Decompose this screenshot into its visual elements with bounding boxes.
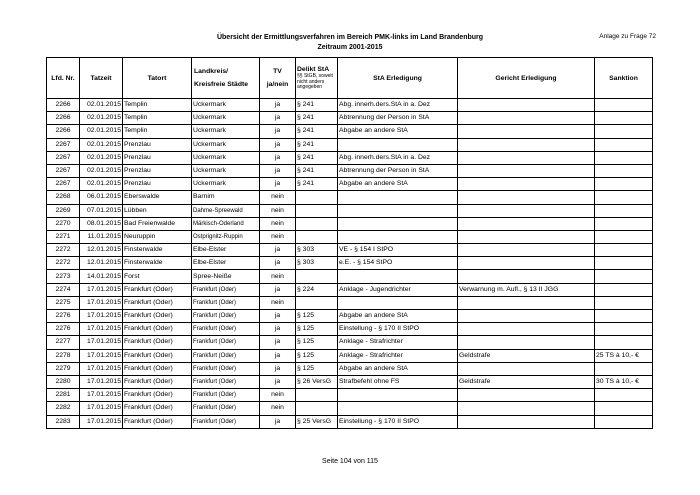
cell-lfd-nr: 2267 bbox=[47, 151, 80, 164]
cell-tv: nein bbox=[260, 217, 296, 230]
cell-tatzeit: 17.01.2015 bbox=[80, 336, 123, 349]
cell-tatort: Prenzlau bbox=[123, 164, 192, 177]
cell-delikt: § 224 bbox=[296, 283, 338, 296]
cell-sta-erledigung: Anklage - Strafrichter bbox=[338, 349, 458, 362]
cell-gericht-erledigung bbox=[458, 204, 595, 217]
cell-tv: nein bbox=[260, 230, 296, 243]
header-sta-erledigung: StA Erledigung bbox=[338, 58, 458, 99]
table-row bbox=[47, 112, 653, 125]
table-row bbox=[47, 230, 653, 243]
cell-sanktion bbox=[595, 257, 653, 270]
cell-sanktion bbox=[595, 389, 653, 402]
cell-delikt: § 241 bbox=[296, 164, 338, 177]
table-row bbox=[47, 283, 653, 296]
header-tatzeit: Tatzeit bbox=[80, 58, 123, 99]
cell-tv: ja bbox=[260, 125, 296, 138]
cell-tv: nein bbox=[260, 204, 296, 217]
cell-landkreis: Uckermark bbox=[192, 164, 260, 177]
cell-sta-erledigung: Abg. innerh.ders.StA in a. Dez bbox=[338, 151, 458, 164]
table-row bbox=[47, 244, 653, 257]
cell-delikt: § 125 bbox=[296, 323, 338, 336]
cell-sta-erledigung: Strafbefehl ohne FS bbox=[338, 375, 458, 388]
cell-sta-erledigung: Abtrennung der Person in StA bbox=[338, 164, 458, 177]
cell-tatort: Prenzlau bbox=[123, 138, 192, 151]
cell-gericht-erledigung bbox=[458, 191, 595, 204]
document-title bbox=[200, 33, 500, 53]
cell-tv: nein bbox=[260, 270, 296, 283]
cell-tv: ja bbox=[260, 164, 296, 177]
cell-sanktion bbox=[595, 217, 653, 230]
cell-sanktion: 25 TS à 10,- € bbox=[595, 349, 653, 362]
cell-tv: ja bbox=[260, 112, 296, 125]
cell-gericht-erledigung bbox=[458, 296, 595, 309]
cell-sanktion bbox=[595, 402, 653, 415]
cell-tv: ja bbox=[260, 415, 296, 428]
cell-sta-erledigung bbox=[338, 138, 458, 151]
cell-landkreis: Uckermark bbox=[192, 178, 260, 191]
table-row bbox=[47, 336, 653, 349]
table-row bbox=[47, 375, 653, 388]
cell-tv: ja bbox=[260, 336, 296, 349]
cell-delikt: § 125 bbox=[296, 362, 338, 375]
cell-delikt: § 25 VersG bbox=[296, 415, 338, 428]
table-row bbox=[47, 296, 653, 309]
cell-landkreis: Frankfurt (Oder) bbox=[192, 389, 260, 402]
cell-sanktion bbox=[595, 178, 653, 191]
cell-landkreis: Frankfurt (Oder) bbox=[192, 375, 260, 388]
cell-lfd-nr: 2278 bbox=[47, 349, 80, 362]
table-row bbox=[47, 389, 653, 402]
cell-landkreis: Frankfurt (Oder) bbox=[192, 323, 260, 336]
cell-sta-erledigung: e.E. - § 154 StPO bbox=[338, 257, 458, 270]
cell-lfd-nr: 2270 bbox=[47, 217, 80, 230]
table-header-row bbox=[47, 58, 653, 99]
cell-lfd-nr: 2271 bbox=[47, 230, 80, 243]
cell-delikt: § 125 bbox=[296, 310, 338, 323]
cell-lfd-nr: 2266 bbox=[47, 112, 80, 125]
cell-sanktion bbox=[595, 283, 653, 296]
cell-gericht-erledigung bbox=[458, 336, 595, 349]
title-line-2: Zeitraum 2001-2015 bbox=[317, 44, 383, 51]
cell-sta-erledigung bbox=[338, 389, 458, 402]
cell-lfd-nr: 2266 bbox=[47, 99, 80, 112]
cell-landkreis: Spree-Neiße bbox=[192, 270, 260, 283]
cell-tv: nein bbox=[260, 191, 296, 204]
cell-sta-erledigung: Anklage - Jugendrichter bbox=[338, 283, 458, 296]
cell-delikt: § 26 VersG bbox=[296, 375, 338, 388]
cell-tatzeit: 02.01.2015 bbox=[80, 112, 123, 125]
cell-sta-erledigung bbox=[338, 402, 458, 415]
cell-sta-erledigung: Einstellung - § 170 II StPO bbox=[338, 415, 458, 428]
cell-tv: ja bbox=[260, 349, 296, 362]
cell-lfd-nr: 2272 bbox=[47, 257, 80, 270]
cell-tatort: Templin bbox=[123, 99, 192, 112]
cell-landkreis: Uckermark bbox=[192, 112, 260, 125]
cell-gericht-erledigung bbox=[458, 99, 595, 112]
cell-landkreis: Frankfurt (Oder) bbox=[192, 310, 260, 323]
cell-delikt: § 241 bbox=[296, 112, 338, 125]
cell-gericht-erledigung: Geldstrafe bbox=[458, 375, 595, 388]
cell-sanktion bbox=[595, 204, 653, 217]
cell-sta-erledigung bbox=[338, 204, 458, 217]
cell-gericht-erledigung bbox=[458, 323, 595, 336]
table-row bbox=[47, 138, 653, 151]
cell-lfd-nr: 2282 bbox=[47, 402, 80, 415]
cell-sta-erledigung: Abgabe an andere StA bbox=[338, 362, 458, 375]
cell-sta-erledigung: Abgabe an andere StA bbox=[338, 310, 458, 323]
cell-delikt: § 125 bbox=[296, 336, 338, 349]
cell-delikt bbox=[296, 204, 338, 217]
cell-lfd-nr: 2267 bbox=[47, 178, 80, 191]
cell-lfd-nr: 2276 bbox=[47, 323, 80, 336]
cell-delikt bbox=[296, 230, 338, 243]
table-row bbox=[47, 125, 653, 138]
cell-landkreis: Ostprignitz-Ruppin bbox=[192, 230, 260, 243]
cell-landkreis: Uckermark bbox=[192, 99, 260, 112]
cell-sta-erledigung: Abgabe an andere StA bbox=[338, 125, 458, 138]
cell-tatzeit: 17.01.2015 bbox=[80, 375, 123, 388]
table-row bbox=[47, 217, 653, 230]
cell-landkreis: Uckermark bbox=[192, 138, 260, 151]
cell-lfd-nr: 2268 bbox=[47, 191, 80, 204]
cell-landkreis: Frankfurt (Oder) bbox=[192, 415, 260, 428]
cell-tatzeit: 17.01.2015 bbox=[80, 296, 123, 309]
cell-delikt: § 303 bbox=[296, 257, 338, 270]
cell-gericht-erledigung bbox=[458, 415, 595, 428]
cell-tatzeit: 17.01.2015 bbox=[80, 402, 123, 415]
proceedings-table bbox=[46, 57, 653, 429]
cell-lfd-nr: 2267 bbox=[47, 138, 80, 151]
cell-sanktion bbox=[595, 323, 653, 336]
table-row bbox=[47, 204, 653, 217]
cell-gericht-erledigung: Geldstrafe bbox=[458, 349, 595, 362]
cell-sanktion bbox=[595, 191, 653, 204]
cell-tatort: Frankfurt (Oder) bbox=[123, 415, 192, 428]
cell-tatzeit: 02.01.2015 bbox=[80, 151, 123, 164]
cell-gericht-erledigung bbox=[458, 178, 595, 191]
cell-sta-erledigung: Abg. innerh.ders.StA in a. Dez bbox=[338, 99, 458, 112]
cell-tatort: Prenzlau bbox=[123, 151, 192, 164]
cell-gericht-erledigung: Verwarnung m. Aufl., § 13 II JGG bbox=[458, 283, 595, 296]
cell-tv: ja bbox=[260, 138, 296, 151]
cell-sta-erledigung bbox=[338, 270, 458, 283]
cell-landkreis: Barnim bbox=[192, 191, 260, 204]
cell-sanktion bbox=[595, 151, 653, 164]
cell-tv: ja bbox=[260, 257, 296, 270]
cell-gericht-erledigung bbox=[458, 217, 595, 230]
cell-gericht-erledigung bbox=[458, 257, 595, 270]
table-body bbox=[47, 99, 653, 429]
cell-landkreis: Dahme-Spreewald bbox=[192, 204, 260, 217]
cell-tatzeit: 17.01.2015 bbox=[80, 310, 123, 323]
cell-lfd-nr: 2275 bbox=[47, 296, 80, 309]
table-row bbox=[47, 164, 653, 177]
cell-gericht-erledigung bbox=[458, 138, 595, 151]
table-row bbox=[47, 99, 653, 112]
cell-gericht-erledigung bbox=[458, 230, 595, 243]
table-row bbox=[47, 178, 653, 191]
cell-tv: nein bbox=[260, 402, 296, 415]
cell-tatort: Lübben bbox=[123, 204, 192, 217]
cell-lfd-nr: 2267 bbox=[47, 164, 80, 177]
cell-tatzeit: 02.01.2015 bbox=[80, 164, 123, 177]
cell-landkreis: Uckermark bbox=[192, 125, 260, 138]
cell-gericht-erledigung bbox=[458, 402, 595, 415]
cell-sanktion bbox=[595, 230, 653, 243]
cell-gericht-erledigung bbox=[458, 151, 595, 164]
cell-tatort: Templin bbox=[123, 125, 192, 138]
cell-gericht-erledigung bbox=[458, 244, 595, 257]
header-tv: TV ja/nein bbox=[260, 58, 296, 99]
table-row bbox=[47, 310, 653, 323]
cell-gericht-erledigung bbox=[458, 310, 595, 323]
cell-tatzeit: 02.01.2015 bbox=[80, 178, 123, 191]
cell-lfd-nr: 2281 bbox=[47, 389, 80, 402]
cell-tv: nein bbox=[260, 389, 296, 402]
table-row bbox=[47, 191, 653, 204]
cell-delikt bbox=[296, 296, 338, 309]
cell-sanktion bbox=[595, 112, 653, 125]
cell-tatzeit: 06.01.2015 bbox=[80, 191, 123, 204]
header-lfd-nr: Lfd. Nr. bbox=[47, 58, 80, 99]
cell-sanktion bbox=[595, 125, 653, 138]
cell-tatort: Forst bbox=[123, 270, 192, 283]
cell-tatort: Frankfurt (Oder) bbox=[123, 375, 192, 388]
cell-tatzeit: 02.01.2015 bbox=[80, 138, 123, 151]
header-tatort: Tatort bbox=[123, 58, 192, 99]
cell-sanktion bbox=[595, 415, 653, 428]
cell-tv: ja bbox=[260, 244, 296, 257]
cell-tatort: Frankfurt (Oder) bbox=[123, 349, 192, 362]
table-row bbox=[47, 402, 653, 415]
cell-tatzeit: 17.01.2015 bbox=[80, 349, 123, 362]
cell-sanktion bbox=[595, 362, 653, 375]
cell-landkreis: Frankfurt (Oder) bbox=[192, 336, 260, 349]
cell-tv: ja bbox=[260, 375, 296, 388]
cell-landkreis: Märkisch-Oderland bbox=[192, 217, 260, 230]
cell-landkreis: Frankfurt (Oder) bbox=[192, 283, 260, 296]
cell-sanktion: 30 TS à 10,- € bbox=[595, 375, 653, 388]
cell-delikt: § 241 bbox=[296, 138, 338, 151]
cell-tatzeit: 12.01.2015 bbox=[80, 257, 123, 270]
cell-sta-erledigung: Einstellung - § 170 II StPO bbox=[338, 323, 458, 336]
cell-tatort: Templin bbox=[123, 112, 192, 125]
table-row bbox=[47, 362, 653, 375]
cell-sta-erledigung: Abtrennung der Person in StA bbox=[338, 112, 458, 125]
cell-lfd-nr: 2269 bbox=[47, 204, 80, 217]
cell-landkreis: Frankfurt (Oder) bbox=[192, 349, 260, 362]
cell-delikt bbox=[296, 191, 338, 204]
cell-sta-erledigung bbox=[338, 230, 458, 243]
cell-delikt: § 303 bbox=[296, 244, 338, 257]
table-row bbox=[47, 323, 653, 336]
cell-sanktion bbox=[595, 296, 653, 309]
cell-sanktion bbox=[595, 164, 653, 177]
cell-sanktion bbox=[595, 310, 653, 323]
cell-sanktion bbox=[595, 270, 653, 283]
cell-sanktion bbox=[595, 138, 653, 151]
cell-tatzeit: 17.01.2015 bbox=[80, 362, 123, 375]
header-gericht-erledigung: Gericht Erledigung bbox=[458, 58, 595, 99]
cell-delikt bbox=[296, 217, 338, 230]
cell-sanktion bbox=[595, 336, 653, 349]
cell-tatort: Frankfurt (Oder) bbox=[123, 323, 192, 336]
cell-lfd-nr: 2276 bbox=[47, 310, 80, 323]
cell-delikt: § 241 bbox=[296, 99, 338, 112]
cell-tatzeit: 08.01.2015 bbox=[80, 217, 123, 230]
cell-tatort: Eberswalde bbox=[123, 191, 192, 204]
cell-sanktion bbox=[595, 99, 653, 112]
cell-gericht-erledigung bbox=[458, 362, 595, 375]
table-row bbox=[47, 349, 653, 362]
cell-tatort: Frankfurt (Oder) bbox=[123, 402, 192, 415]
cell-lfd-nr: 2272 bbox=[47, 244, 80, 257]
cell-tatort: Finsterwalde bbox=[123, 244, 192, 257]
cell-landkreis: Uckermark bbox=[192, 151, 260, 164]
cell-tatort: Frankfurt (Oder) bbox=[123, 310, 192, 323]
cell-landkreis: Frankfurt (Oder) bbox=[192, 362, 260, 375]
cell-tatzeit: 17.01.2015 bbox=[80, 389, 123, 402]
cell-landkreis: Elbe-Elster bbox=[192, 244, 260, 257]
cell-sanktion bbox=[595, 244, 653, 257]
cell-lfd-nr: 2273 bbox=[47, 270, 80, 283]
cell-delikt: § 241 bbox=[296, 178, 338, 191]
cell-delikt bbox=[296, 389, 338, 402]
cell-gericht-erledigung bbox=[458, 112, 595, 125]
annex-label: Anlage zu Frage 72 bbox=[599, 33, 656, 40]
cell-tatzeit: 02.01.2015 bbox=[80, 125, 123, 138]
cell-delikt bbox=[296, 270, 338, 283]
table-row bbox=[47, 415, 653, 428]
header-landkreis: Landkreis/ Kreisfreie Städte bbox=[192, 58, 260, 99]
cell-delikt: § 125 bbox=[296, 349, 338, 362]
cell-tv: nein bbox=[260, 296, 296, 309]
cell-lfd-nr: 2279 bbox=[47, 362, 80, 375]
cell-tatort: Frankfurt (Oder) bbox=[123, 336, 192, 349]
cell-tatort: Finsterwalde bbox=[123, 257, 192, 270]
cell-lfd-nr: 2283 bbox=[47, 415, 80, 428]
table-row bbox=[47, 270, 653, 283]
cell-lfd-nr: 2266 bbox=[47, 125, 80, 138]
cell-tv: ja bbox=[260, 151, 296, 164]
cell-tatzeit: 14.01.2015 bbox=[80, 270, 123, 283]
cell-tv: ja bbox=[260, 323, 296, 336]
cell-tatzeit: 12.01.2015 bbox=[80, 244, 123, 257]
cell-tatzeit: 02.01.2015 bbox=[80, 99, 123, 112]
cell-tatzeit: 07.01.2015 bbox=[80, 204, 123, 217]
cell-delikt: § 241 bbox=[296, 125, 338, 138]
cell-tatzeit: 17.01.2015 bbox=[80, 323, 123, 336]
page-number: Seite 104 von 115 bbox=[322, 458, 378, 465]
cell-tv: ja bbox=[260, 362, 296, 375]
cell-delikt bbox=[296, 402, 338, 415]
cell-sta-erledigung bbox=[338, 296, 458, 309]
cell-gericht-erledigung bbox=[458, 389, 595, 402]
cell-sta-erledigung: VE - § 154 I StPO bbox=[338, 244, 458, 257]
cell-sta-erledigung: Anklage - Strafrichter bbox=[338, 336, 458, 349]
cell-tv: ja bbox=[260, 178, 296, 191]
cell-lfd-nr: 2274 bbox=[47, 283, 80, 296]
table-row bbox=[47, 151, 653, 164]
cell-tv: ja bbox=[260, 283, 296, 296]
cell-lfd-nr: 2280 bbox=[47, 375, 80, 388]
cell-landkreis: Frankfurt (Oder) bbox=[192, 296, 260, 309]
cell-lfd-nr: 2277 bbox=[47, 336, 80, 349]
cell-tatort: Frankfurt (Oder) bbox=[123, 389, 192, 402]
cell-tatort: Prenzlau bbox=[123, 178, 192, 191]
table-row bbox=[47, 257, 653, 270]
header-sanktion: Sanktion bbox=[595, 58, 653, 99]
cell-tv: ja bbox=[260, 99, 296, 112]
cell-landkreis: Elbe-Elster bbox=[192, 257, 260, 270]
cell-delikt: § 241 bbox=[296, 151, 338, 164]
cell-gericht-erledigung bbox=[458, 270, 595, 283]
cell-tatzeit: 11.01.2015 bbox=[80, 230, 123, 243]
cell-gericht-erledigung bbox=[458, 125, 595, 138]
cell-sta-erledigung: Abgabe an andere StA bbox=[338, 178, 458, 191]
cell-tatzeit: 17.01.2015 bbox=[80, 415, 123, 428]
cell-sta-erledigung bbox=[338, 191, 458, 204]
cell-landkreis: Frankfurt (Oder) bbox=[192, 402, 260, 415]
cell-tatzeit: 17.01.2015 bbox=[80, 283, 123, 296]
cell-gericht-erledigung bbox=[458, 164, 595, 177]
cell-tv: ja bbox=[260, 310, 296, 323]
header-delikt: Delikt StA §§ StGB, soweit nicht anders angegeben bbox=[296, 58, 338, 99]
cell-tatort: Frankfurt (Oder) bbox=[123, 283, 192, 296]
cell-tatort: Frankfurt (Oder) bbox=[123, 362, 192, 375]
cell-tatort: Frankfurt (Oder) bbox=[123, 296, 192, 309]
cell-sta-erledigung bbox=[338, 217, 458, 230]
title-line-1: Übersicht der Ermittlungsverfahren im Bereich PMK-links im Land Brandenburg bbox=[216, 34, 484, 41]
cell-tatort: Neuruppin bbox=[123, 230, 192, 243]
cell-tatort: Bad Freienwalde bbox=[123, 217, 192, 230]
